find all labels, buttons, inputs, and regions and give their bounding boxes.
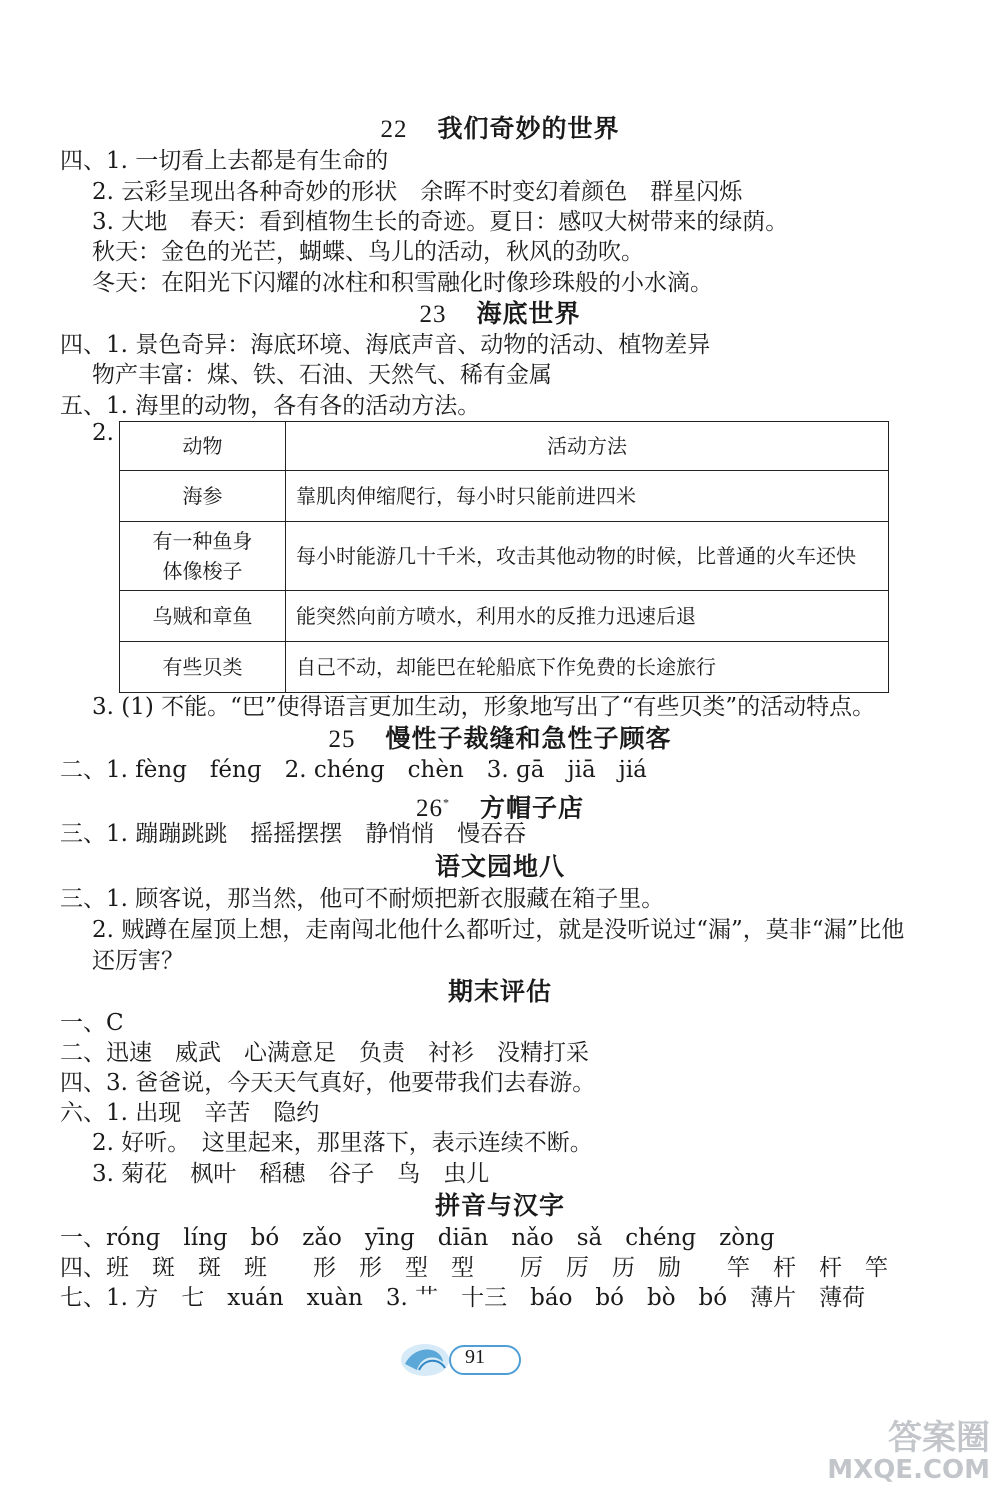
answer-line: 五、1. 海里的动物，各有各的活动方法。 xyxy=(60,393,481,419)
table-header-cell: 动物 xyxy=(120,422,286,471)
table-header-cell: 活动方法 xyxy=(286,422,889,471)
answer-line: 3. 菊花 枫叶 稻穗 谷子 鸟 虫儿 xyxy=(92,1161,490,1187)
answer-line: 一、rónɡ línɡ bó zǎo yīnɡ diān nǎo sǎ chénɡ zònɡ xyxy=(60,1225,775,1251)
answer-line: 2. 云彩呈现出各种奇妙的形状 余晖不时变幻着颜色 群星闪烁 xyxy=(92,179,743,205)
section-23-title xyxy=(0,298,1000,331)
answer-line: 秋天：金色的光芒，蝴蝶、鸟儿的活动，秋风的劲吹。 xyxy=(92,239,644,265)
answer-line: 二、迅速 威武 心满意足 负责 衬衫 没精打采 xyxy=(60,1040,589,1066)
answer-line: 七、1. 方 七 xuán xuàn 3. 艹 十三 báo bó bò bó 薄片 薄荷 xyxy=(60,1285,866,1311)
animal-cell-text: 有一种鱼身体像梭子 xyxy=(152,529,253,583)
page-number: 91 xyxy=(465,1346,485,1368)
table-row xyxy=(120,591,889,642)
section-number: 23 xyxy=(419,301,447,328)
section-number: 22 xyxy=(380,116,408,143)
answer-line: 还厉害？ xyxy=(92,948,184,974)
animal-cell: 有些贝类 xyxy=(120,642,286,693)
answer-line: 四、3. 爸爸说，今天天气真好，他要带我们去春游。 xyxy=(60,1070,596,1096)
answer-line: 三、1. 顾客说，那当然，他可不耐烦把新衣服藏在箱子里。 xyxy=(60,886,665,912)
section-final-title: 期末评估 xyxy=(447,977,552,1006)
answer-line: 3. 大地 春天：看到植物生长的奇迹。夏日：感叹大树带来的绿荫。 xyxy=(92,209,789,235)
method-cell: 自己不动，却能巴在轮船底下作免费的长途旅行 xyxy=(286,642,889,693)
animal-cell xyxy=(120,522,286,591)
answer-line: 2. xyxy=(92,420,114,446)
answer-line: 一、C xyxy=(60,1010,124,1036)
answer-line: 四、班 斑 斑 班 形 形 型 型 厉 厉 历 励 竿 杆 杆 竿 xyxy=(60,1255,888,1281)
table-row xyxy=(120,522,889,591)
section-pinyin-title: 拼音与汉字 xyxy=(434,1191,565,1220)
answer-line: 六、1. 出现 辛苦 隐约 xyxy=(60,1100,320,1126)
table-row xyxy=(120,471,889,522)
page-footer xyxy=(395,1340,535,1380)
answer-line: 2. 贼蹲在屋顶上想，走南闯北他什么都听过，就是没听说过“漏”，莫非“漏”比他 xyxy=(92,917,905,943)
method-cell: 每小时能游几十千米，攻击其他动物的时候，比普通的火车还快 xyxy=(286,522,889,591)
section-25-title xyxy=(0,723,1000,756)
watermark xyxy=(827,1420,990,1484)
answer-line: 二、1. fèng fénɡ 2. chénɡ chèn 3. ɡā jiā jiá xyxy=(60,757,647,783)
method-cell: 能突然向前方喷水，利用水的反推力迅速后退 xyxy=(286,591,889,642)
section-title-text: 方帽子店 xyxy=(479,793,584,823)
watermark-url: MXQE.COM xyxy=(827,1455,990,1485)
answer-line: 2. 好听。 这里起来，那里落下，表示连续不断。 xyxy=(92,1130,593,1156)
optional-lesson-mark: * xyxy=(442,796,450,810)
section-number-text: 26 xyxy=(415,795,443,823)
section-title-text: 慢性子裁缝和急性子顾客 xyxy=(385,724,672,753)
table-row xyxy=(120,642,889,693)
section-title-text: 我们奇妙的世界 xyxy=(437,114,620,143)
answer-line: 三、1. 蹦蹦跳跳 摇摇摆摆 静悄悄 慢吞吞 xyxy=(60,821,527,847)
section-22-title xyxy=(0,113,1000,146)
answer-line: 四、1. 一切看上去都是有生命的 xyxy=(60,148,389,174)
answer-line: 四、1. 景色奇异：海底环境、海底声音、动物的活动、植物差异 xyxy=(60,332,711,358)
animal-cell: 海参 xyxy=(120,471,286,522)
watermark-logo: 答案圈 xyxy=(888,1418,990,1458)
answer-line: 冬天：在阳光下闪耀的冰柱和积雪融化时像珍珠般的小水滴。 xyxy=(92,270,713,296)
section-title-text: 海底世界 xyxy=(476,299,581,328)
answer-line: 物产丰富：煤、铁、石油、天然气、稀有金属 xyxy=(92,362,552,388)
section-yuwen-title: 语文园地八 xyxy=(434,852,565,881)
method-cell: 靠肌肉伸缩爬行，每小时只能前进四米 xyxy=(286,471,889,522)
section-number: 25 xyxy=(328,726,356,753)
answer-line: 3. (1) 不能。“巴”使得语言更加生动，形象地写出了“有些贝类”的活动特点。 xyxy=(92,694,876,720)
animal-cell: 乌贼和章鱼 xyxy=(120,591,286,642)
table-header-row xyxy=(120,422,889,471)
animal-activity-table xyxy=(119,421,889,693)
